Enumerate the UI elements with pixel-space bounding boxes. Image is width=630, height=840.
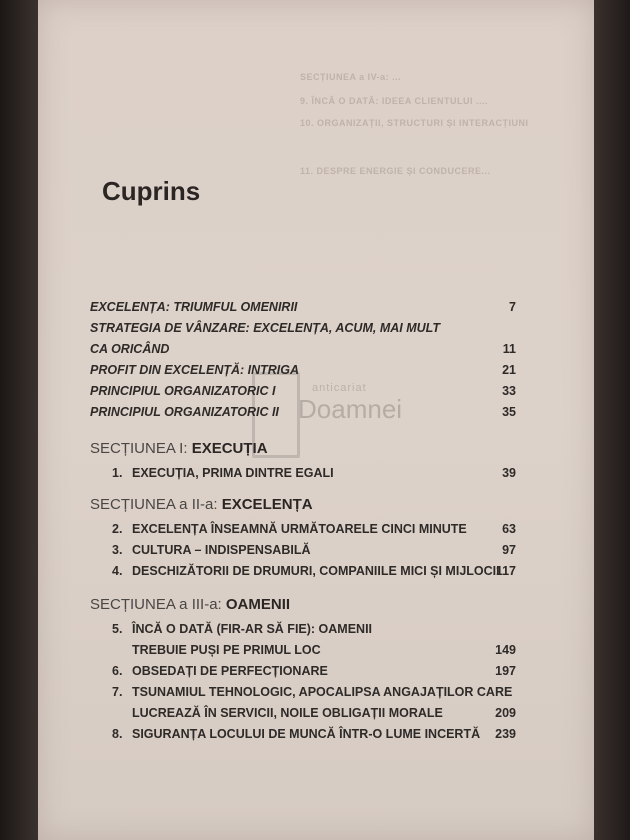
toc-entry-label: STRATEGIA DE VÂNZARE: EXCELENȚA, ACUM, MAI MULT [90, 321, 440, 335]
chapter-number: 3. [112, 543, 123, 557]
chapter-number: 7. [112, 685, 123, 699]
page-title: Cuprins [102, 176, 201, 206]
chapter-page: 39 [502, 466, 516, 480]
toc-entry-page: 35 [502, 405, 516, 419]
toc-entry-label: PROFIT DIN EXCELENȚĂ: INTRIGA [90, 363, 300, 377]
toc-entry-label: EXCELENȚA: TRIUMFUL OMENIRII [90, 300, 298, 314]
page-edge-shadow [594, 0, 630, 840]
section-heading [90, 596, 290, 613]
bleed-text: 10. ORGANIZAȚII, STRUCTURI ȘI INTERACȚIUNI [300, 118, 529, 128]
chapter-number: 5. [112, 622, 123, 636]
book-spine-shadow [0, 0, 38, 840]
bleed-text: 9. ÎNCĂ O DATĂ: IDEEA CLIENTULUI .... [300, 96, 489, 106]
toc-entry-label: PRINCIPIUL ORGANIZATORIC II [90, 405, 279, 419]
toc-entry-page: 33 [502, 384, 516, 398]
chapter-title: OBSEDAȚI DE PERFECȚIONARE [132, 664, 328, 678]
section-name: EXECUȚIA [191, 440, 268, 457]
chapter-page: 63 [502, 522, 516, 536]
section-heading [90, 440, 268, 457]
toc-entry-page: 21 [502, 363, 516, 377]
bleed-text: SECȚIUNEA a IV-a: ... [300, 72, 402, 82]
section-prefix: SECȚIUNEA a III-a: [90, 596, 226, 613]
section-name: OAMENII [225, 596, 291, 613]
chapter-title: TREBUIE PUȘI PE PRIMUL LOC [132, 643, 321, 657]
chapter-page: 239 [495, 727, 516, 741]
chapter-title: CULTURA – INDISPENSABILĂ [132, 543, 311, 557]
bleed-text: 11. DESPRE ENERGIE ȘI CONDUCERE... [300, 166, 491, 176]
toc-entry-label: PRINCIPIUL ORGANIZATORIC I [90, 384, 276, 398]
chapter-number: 4. [112, 564, 123, 578]
toc-entry-page: 7 [509, 300, 516, 314]
chapter-number: 6. [112, 664, 123, 678]
chapter-page: 97 [502, 543, 516, 557]
section-name: EXCELENȚA [221, 496, 313, 513]
toc-entry-page: 11 [502, 342, 516, 356]
chapter-page: 149 [495, 643, 516, 657]
chapter-title: EXCELENȚA ÎNSEAMNĂ URMĂTOARELE CINCI MINUTE [132, 522, 467, 536]
section-prefix: SECȚIUNEA a II-a: [90, 496, 222, 513]
section-heading [90, 496, 313, 513]
chapter-title: EXECUȚIA, PRIMA DINTRE EGALI [132, 466, 334, 480]
watermark-top-text: anticariat [312, 382, 367, 394]
chapter-title: LUCREAZĂ ÎN SERVICII, NOILE OBLIGAȚII MORALE [132, 706, 443, 720]
chapter-title: TSUNAMIUL TEHNOLOGIC, APOCALIPSA ANGAJAȚILOR CARE [132, 685, 513, 699]
chapter-page: 197 [495, 664, 516, 678]
chapter-title: SIGURANȚA LOCULUI DE MUNCĂ ÎNTR-O LUME INCERTĂ [132, 727, 481, 741]
chapter-page: 209 [495, 706, 516, 720]
section-prefix: SECȚIUNEA I: [90, 440, 192, 457]
chapter-number: 8. [112, 727, 123, 741]
chapter-title: DESCHIZĂTORII DE DRUMURI, COMPANIILE MICI ȘI MIJLOCII [132, 564, 500, 578]
chapter-page: 117 [495, 564, 516, 578]
toc-entry-label: CA ORICÂND [90, 342, 170, 356]
chapter-number: 1. [112, 466, 123, 480]
chapter-number: 2. [112, 522, 123, 536]
chapter-title: ÎNCĂ O DATĂ (FIR-AR SĂ FIE): OAMENII [132, 622, 373, 636]
watermark-brand-text: Doamnei [298, 394, 403, 424]
